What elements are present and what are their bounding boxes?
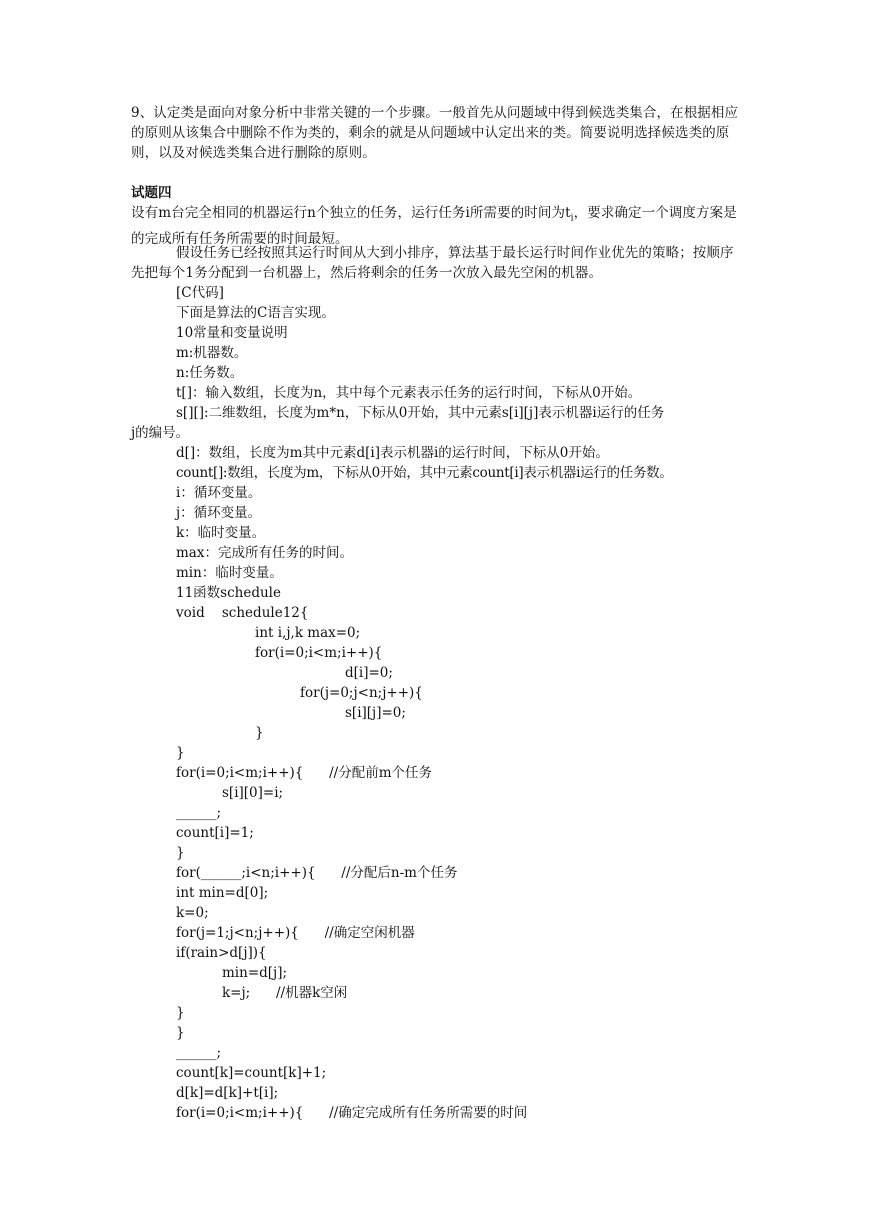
- intro-subscript: i: [570, 213, 574, 224]
- var-k: k：临时变量。: [176, 525, 266, 541]
- code-line: for(i=0;i<m;i++){ //分配前m个任务: [176, 765, 433, 781]
- code-line: count[k]=count[k]+1;: [176, 1065, 327, 1081]
- code-line: for(j=1;j<n;j++){ //确定空闲机器: [176, 925, 415, 941]
- code-line: s[i][j]=0;: [345, 705, 406, 721]
- var-t: t[]：输入数组，长度为n，其中每个元素表示任务的运行时间，下标从0开始。: [176, 385, 642, 401]
- code-line: for(j=0;j<n;j++){: [300, 685, 423, 701]
- var-n: n:任务数。: [176, 365, 244, 381]
- code-line: k=0;: [176, 905, 209, 921]
- code-line: }: [176, 1025, 185, 1041]
- code-line: for(______;i<n;i++){ //分配后n-m个任务: [176, 865, 458, 881]
- question-9-text: 9、认定类是面向对象分析中非常关键的一个步骤。一般首先从问题域中得到候选类集合，在根据相应的原则从该集合中删除不作为类的，剩余的就是从问题域中认定出来的类。简要说明选择候选类的原则，以及对候选类集合进行删除的原则。: [131, 105, 739, 161]
- code-line: }: [176, 845, 185, 861]
- var-i: i：循环变量。: [176, 485, 262, 501]
- code-line: count[i]=1;: [176, 825, 254, 841]
- question-4-intro: [131, 203, 746, 249]
- code-line: for(i=0;i<m;i++){: [255, 645, 383, 661]
- code-line: min=d[j];: [222, 965, 288, 981]
- var-d: d[]：数组，长度为m其中元素d[i]表示机器i的运行时间，下标从0开始。: [176, 445, 609, 461]
- var-s: s[][]:二维数组，长度为m*n，下标从0开始，其中元素s[i][j]表示机器i运行的任务: [176, 405, 665, 421]
- code-blank: ______;: [176, 805, 222, 821]
- code-line: d[i]=0;: [345, 665, 393, 681]
- var-max: max：完成所有任务的时间。: [176, 545, 353, 561]
- intro-part-b: ，要求确定一个调度方案是的完成所有任务所需要的时间最短。: [131, 205, 737, 247]
- code-line: }: [176, 1005, 185, 1021]
- section-constants: 10常量和变量说明: [176, 325, 288, 341]
- var-j: j：循环变量。: [176, 505, 262, 521]
- code-line: for(i=0;i<m;i++){ //确定完成所有任务所需要的时间: [176, 1105, 528, 1121]
- question-4-assumption: 假设任务已经按照其运行时间从大到小排序，算法基于最长运行时间作业优先的策略；按顺序先把每个1务分配到一台机器上，然后将剩余的任务一次放入最先空闲的机器。: [131, 245, 734, 281]
- code-line: }: [176, 745, 185, 761]
- code-line: }: [255, 725, 264, 741]
- code-line: s[i][0]=i;: [222, 785, 284, 801]
- code-line: int min=d[0];: [176, 885, 269, 901]
- var-count: count[]:数组，长度为m，下标从0开始，其中元素count[i]表示机器i运行的任务数。: [176, 465, 673, 481]
- section-function: 11函数schedule: [176, 585, 281, 601]
- code-line: k=j; //机器k空闲: [222, 985, 348, 1001]
- code-line: if(rain>d[j]){: [176, 945, 267, 961]
- question-4-heading: 试题四: [131, 185, 172, 201]
- var-s-continued: j的编号。: [131, 425, 190, 441]
- code-line: int i,j,k max=0;: [255, 625, 361, 641]
- code-blank: ______;: [176, 1045, 222, 1061]
- code-line: d[k]=d[k]+t[i];: [176, 1085, 279, 1101]
- var-min: min：临时变量。: [176, 565, 283, 581]
- code-heading: [C代码]: [176, 285, 224, 301]
- intro-part-a: 设有m台完全相同的机器运行n个独立的任务，运行任务i所需要的时间为t: [131, 205, 571, 221]
- var-m: m:机器数。: [176, 345, 248, 361]
- code-line: void schedule12{: [176, 605, 309, 621]
- code-intro: 下面是算法的C语言实现。: [176, 305, 335, 321]
